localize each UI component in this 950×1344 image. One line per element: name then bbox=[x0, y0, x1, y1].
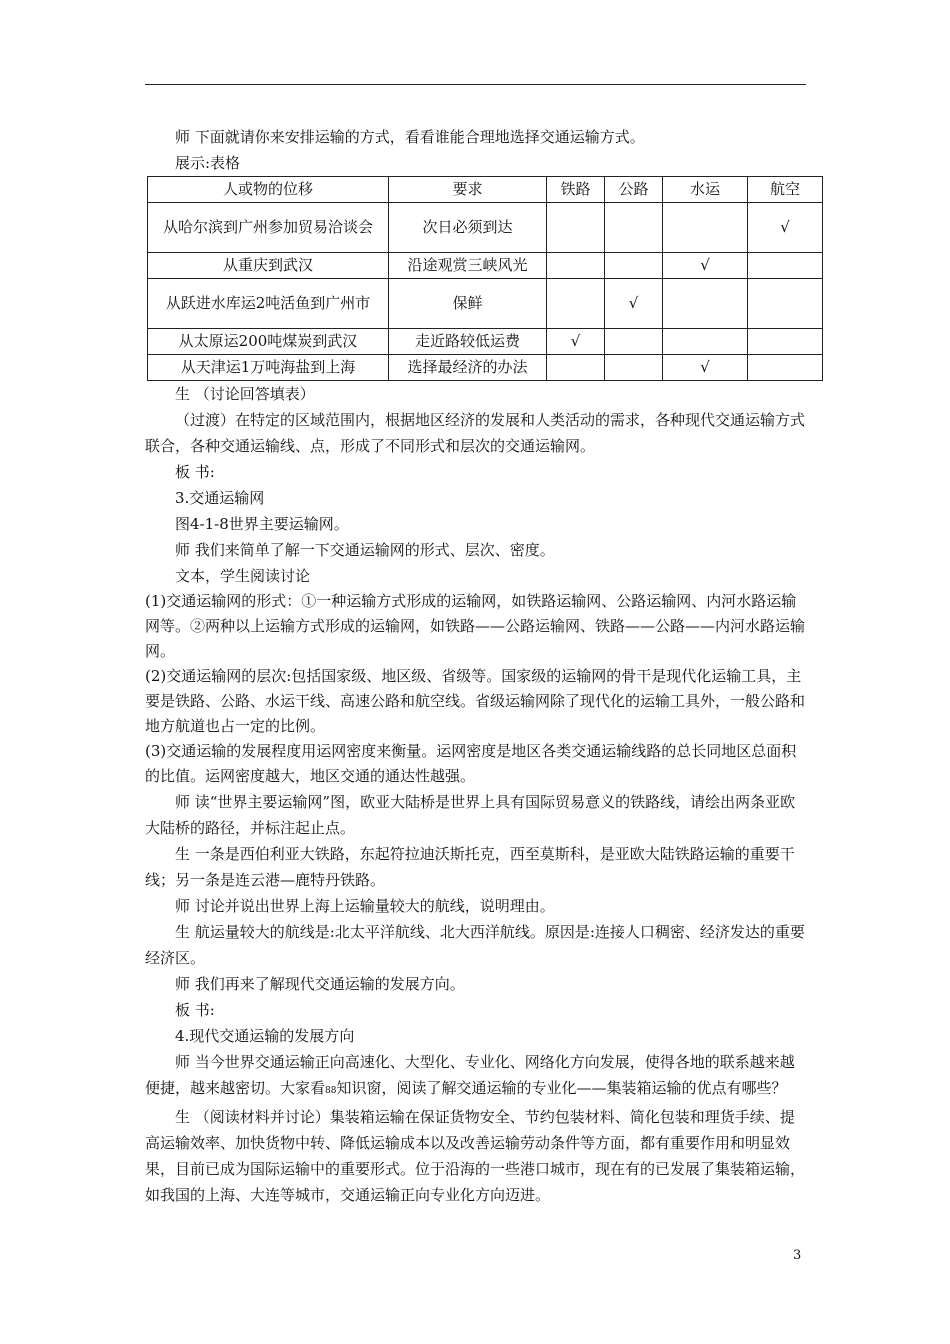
table-cell: 从哈尔滨到广州参加贸易洽谈会 bbox=[148, 203, 389, 253]
table-cell bbox=[748, 279, 823, 329]
figure-reference: 图4-1-8世界主要运输网。 bbox=[175, 515, 349, 533]
table-cell bbox=[748, 253, 823, 279]
table-cell: √ bbox=[663, 253, 748, 279]
student-response: 生 （讨论回答填表） bbox=[175, 385, 315, 403]
table-header-row bbox=[148, 177, 823, 203]
teacher-line: 师 我们再来了解现代交通运输的发展方向。 bbox=[175, 975, 465, 993]
board-note: 板 书: bbox=[175, 1001, 215, 1019]
table-cell bbox=[547, 279, 605, 329]
teacher-question: 师 读“世界主要运输网”图，欧亚大陆桥是世界上具有国际贸易意义的铁路线，请绘出两条亚欧大陆桥的路径，并标注起止点。 bbox=[145, 793, 796, 837]
transport-table bbox=[147, 176, 823, 381]
student-answer: 生 一条是西伯利亚大铁路，东起符拉迪沃斯托克，西至莫斯科，是亚欧大陆铁路运输的重要干线；另一条是连云港—鹿特丹铁路。 bbox=[145, 845, 795, 889]
table-cell: 保鲜 bbox=[389, 279, 547, 329]
teacher-text-a: 师 当今世界交通运输正向高速化、大型化、专业化、网络化方向发展，使得各地的联系越来越便捷，越来越密切。大家看 bbox=[145, 1053, 795, 1097]
table-cell bbox=[547, 355, 605, 381]
table-cell bbox=[748, 329, 823, 355]
table-cell bbox=[748, 355, 823, 381]
table-cell bbox=[605, 329, 663, 355]
student-answer: 生 航运量较大的航线是:北太平洋航线、北大西洋航线。原因是:连接人口稠密、经济发达的重要经济区。 bbox=[145, 923, 805, 967]
table-cell bbox=[605, 355, 663, 381]
table-cell: 沿途观赏三峡风光 bbox=[389, 253, 547, 279]
table-cell bbox=[547, 253, 605, 279]
network-density-paragraph: (3)交通运输的发展程度用运网密度来衡量。运网密度是地区各类交通运输线路的总长同地区总面积的比值。运网密度越大，地区交通的通达性越强。 bbox=[145, 742, 797, 785]
table-cell: 从重庆到武汉 bbox=[148, 253, 389, 279]
header-cell: 铁路 bbox=[547, 177, 605, 203]
intro-line-1: 师 下面就请你来安排运输的方式，看看谁能合理地选择交通运输方式。 bbox=[175, 128, 645, 146]
teacher-text-b: 知识窗，阅读了解交通运输的专业化——集装箱运输的优点有哪些？ bbox=[336, 1079, 787, 1097]
reading-note: 文本，学生阅读讨论 bbox=[175, 567, 311, 585]
table-cell: 从天津运1万吨海盐到上海 bbox=[148, 355, 389, 381]
table-row bbox=[148, 279, 823, 329]
network-level-paragraph: (2)交通运输网的层次:包括国家级、地区级、省级等。国家级的运输网的骨干是现代化运输工具，主要是铁路、公路、水运干线、高速公路和航空线。省级运输网除了现代化的运输工具外，一般公路和地方航道也占一定的比例。 bbox=[145, 667, 806, 735]
header-rule bbox=[145, 84, 806, 85]
table-row bbox=[148, 253, 823, 279]
teacher-line: 师 我们来简单了解一下交通运输网的形式、层次、密度。 bbox=[175, 541, 555, 559]
network-form-paragraph: (1)交通运输网的形式：①一种运输方式形成的运输网，如铁路运输网、公路运输网、内河水路运输网等。②两种以上运输方式形成的运输网，如铁路——公路运输网、铁路——公路——内河水路运输网。 bbox=[145, 592, 806, 660]
page-ref-number: 88 bbox=[325, 1086, 337, 1096]
section-heading: 4.现代交通运输的发展方向 bbox=[175, 1027, 355, 1045]
table-cell bbox=[605, 203, 663, 253]
table-row bbox=[148, 203, 823, 253]
table-cell: 从太原运200吨煤炭到武汉 bbox=[148, 329, 389, 355]
table-cell: √ bbox=[663, 355, 748, 381]
page-number: 3 bbox=[793, 1248, 802, 1263]
teacher-question: 师 讨论并说出世界上海上运输量较大的航线，说明理由。 bbox=[175, 897, 555, 915]
table-cell bbox=[663, 279, 748, 329]
table-row bbox=[148, 355, 823, 381]
header-cell: 公路 bbox=[605, 177, 663, 203]
header-cell: 要求 bbox=[389, 177, 547, 203]
table-row bbox=[148, 329, 823, 355]
table-cell: 走近路较低运费 bbox=[389, 329, 547, 355]
table-cell bbox=[547, 203, 605, 253]
header-cell: 水运 bbox=[663, 177, 748, 203]
table-cell: √ bbox=[605, 279, 663, 329]
board-note: 板 书: bbox=[175, 463, 215, 481]
header-cell: 人或物的位移 bbox=[148, 177, 389, 203]
table-cell: 从跃进水库运2吨活鱼到广州市 bbox=[148, 279, 389, 329]
teacher-paragraph bbox=[145, 1049, 806, 1104]
table-cell bbox=[663, 203, 748, 253]
table-cell bbox=[605, 253, 663, 279]
table-cell: √ bbox=[748, 203, 823, 253]
table-cell: √ bbox=[547, 329, 605, 355]
transition-paragraph: （过渡）在特定的区域范围内，根据地区经济的发展和人类活动的需求，各种现代交通运输方式联合，各种交通运输线、点，形成了不同形式和层次的交通运输网。 bbox=[145, 411, 806, 455]
student-paragraph: 生 （阅读材料并讨论）集装箱运输在保证货物安全、节约包装材料、简化包装和理货手续、提高运输效率、加快货物中转、降低运输成本以及改善运输劳动条件等方面，都有重要作用和明显效果，目前已成为国际运输中的重要形式。位于沿海的一些港口城市，现在有的已发展了集装箱运输，如我国的上海、大连等城市，交通运输正向专业化方向迈进。 bbox=[145, 1108, 806, 1204]
section-heading: 3.交通运输网 bbox=[175, 489, 265, 507]
table-cell: 选择最经济的办法 bbox=[389, 355, 547, 381]
intro-line-2: 展示:表格 bbox=[175, 154, 241, 172]
table-cell: 次日必须到达 bbox=[389, 203, 547, 253]
table-cell bbox=[663, 329, 748, 355]
page-content bbox=[145, 124, 806, 1208]
header-cell: 航空 bbox=[748, 177, 823, 203]
